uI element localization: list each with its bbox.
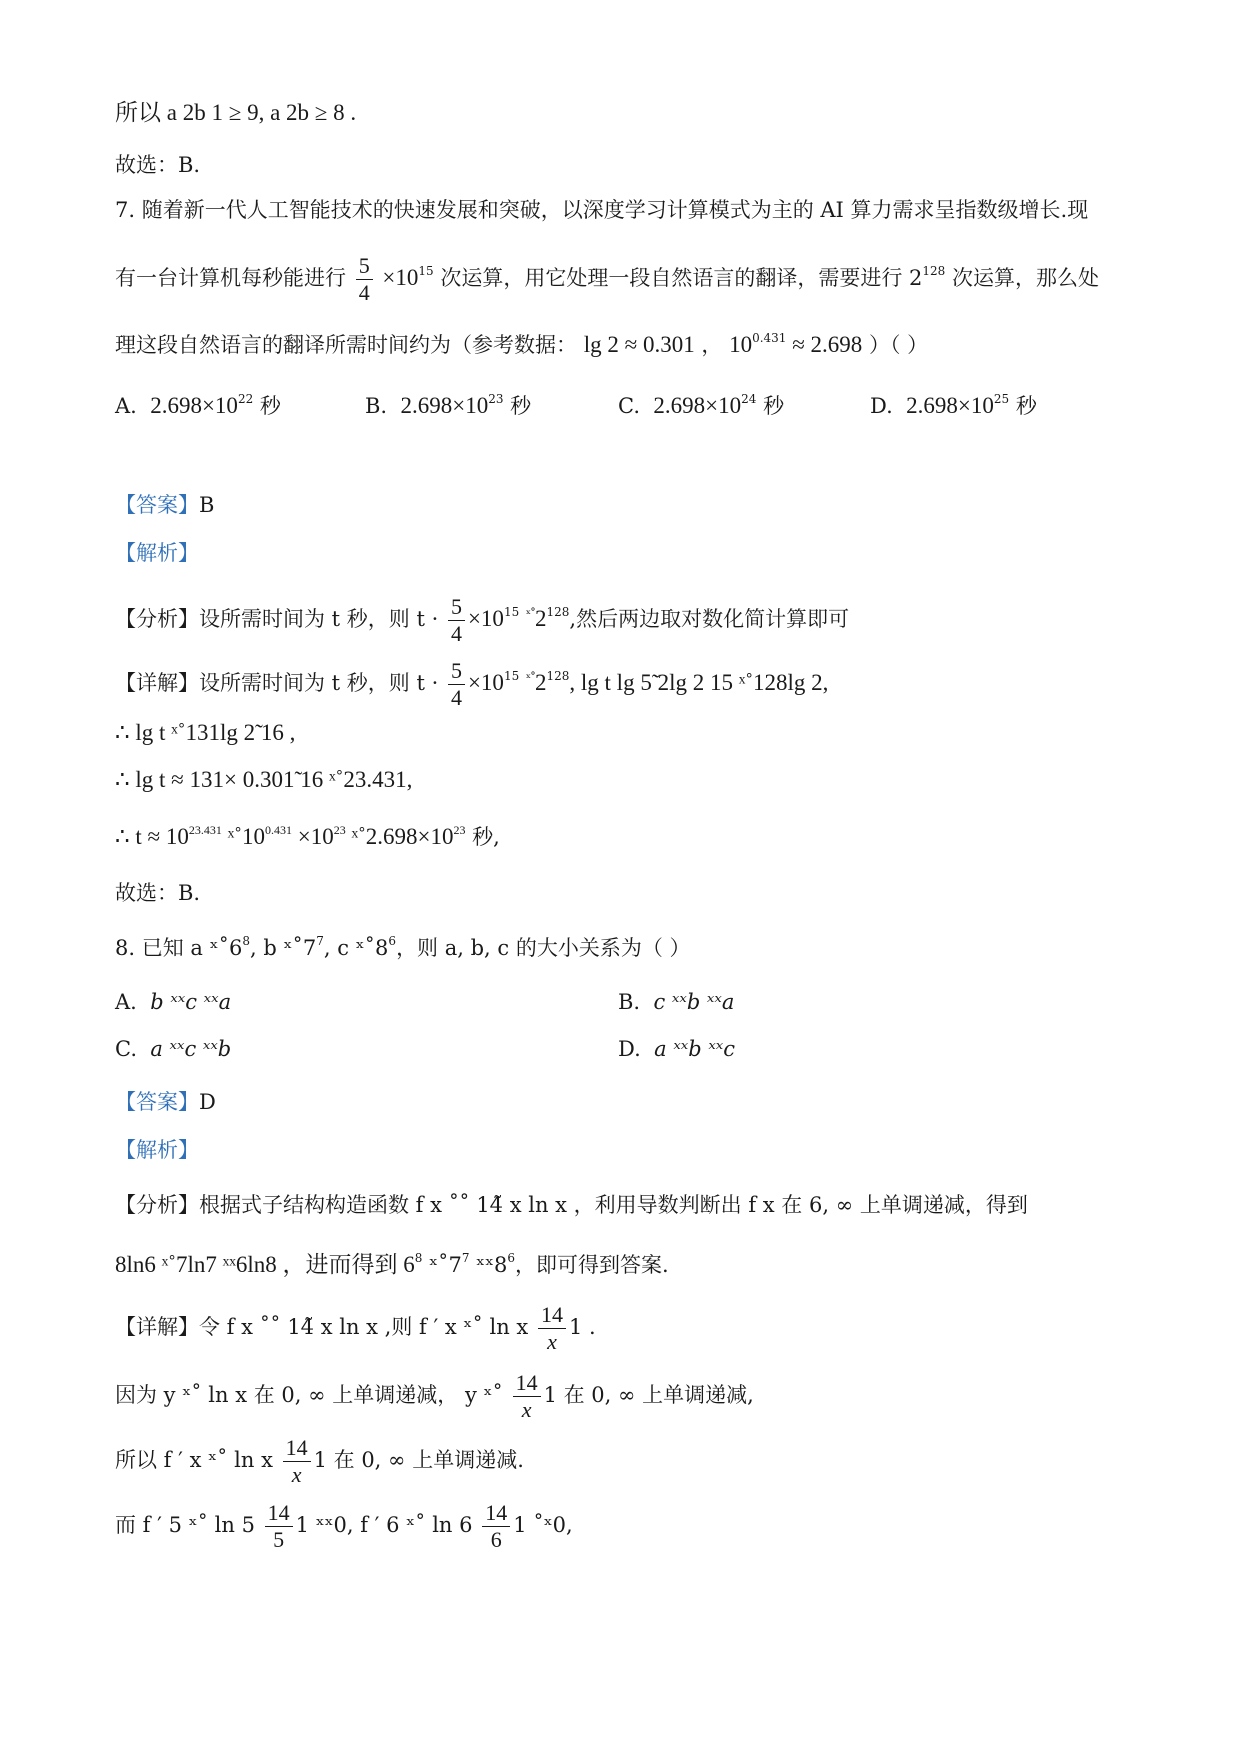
fenxi-two: 2 — [535, 606, 547, 631]
option-label: D. — [870, 394, 893, 418]
l3-fraction — [283, 1435, 311, 1488]
option-exp: 22 — [237, 392, 254, 406]
q7-option-b — [365, 390, 531, 420]
q7-sep: ， — [701, 333, 723, 357]
frac-num: 5 — [448, 594, 465, 621]
fenxi-tag: 【分析】 — [115, 607, 199, 631]
q8-e1: 8 — [242, 934, 250, 948]
option-text: b ˣˣc ˣˣa — [150, 990, 232, 1014]
l2-pre: 因为 y ˣ˚ ln x 在 0, ∞ 上单调递减， y ˣ˚ — [115, 1383, 503, 1407]
option-text: a ˣˣb ˣˣc — [654, 1037, 736, 1061]
xiangjie-mid: ×10 — [467, 670, 504, 695]
option-label: D. — [618, 1037, 641, 1061]
q7-xiangjie — [115, 658, 1131, 711]
q7-mid: 次运算，用它处理一段自然语言的翻译，需要进行 2 — [440, 266, 923, 290]
q8-option-a — [115, 990, 231, 1014]
q7-choose: 故选：B. — [115, 881, 201, 905]
xiangjie-pre: 设所需时间为 t 秒，则 t · — [199, 671, 439, 695]
fenxi-mid: ×10 — [467, 606, 504, 631]
option-label: C. — [115, 1037, 137, 1061]
xiangjie-pre: 令 f x ˚˚ 14̃ x ln x ,则 f ′ x ˣ˚ ln x — [199, 1315, 529, 1339]
q7-exp2: 128 — [922, 264, 946, 278]
option-unit: 秒 — [510, 394, 532, 418]
xiangjie-exp2: 128 — [546, 669, 570, 683]
fenxi2-pre: 8ln6 ˣ˚7ln7 ˣˣ6ln8 ，进而得到 6 — [115, 1252, 415, 1277]
q7-stem3-post: ）（ ） — [869, 333, 929, 357]
q7-stem-line1: 7. 随着新一代人工智能技术的快速发展和突破，以深度学习计算模式为主的 AI 算力需求呈指数级增长.现 — [115, 198, 1089, 222]
xiangjie-exp1: 15 — [503, 669, 520, 683]
step3-pre: ∴ t ≈ 10 — [115, 824, 189, 849]
q7-option-c — [618, 390, 784, 420]
xiangjie-glyph: ˣ˚ — [525, 671, 535, 685]
option-label: A. — [115, 990, 137, 1014]
option-value: 2.698×10 — [150, 393, 238, 418]
l4-fraction-2 — [482, 1500, 510, 1553]
fenxi-post: ,然后两边取对数化简计算即可 — [569, 607, 850, 631]
fenxi2-e3: 6 — [507, 1251, 515, 1265]
option-unit: 秒 — [259, 394, 281, 418]
q7-stem-line2 — [115, 253, 1131, 306]
option-unit: 秒 — [1015, 394, 1037, 418]
answer-value: B — [199, 493, 215, 517]
q8-option-b — [618, 990, 734, 1014]
q7-answer — [115, 490, 1131, 520]
frac-num: 14 — [265, 1500, 293, 1527]
l3-pre: 所以 f ′ x ˣ˚ ln x — [115, 1448, 273, 1472]
q7-ref2-base: 10 — [729, 332, 753, 357]
l2-fraction — [513, 1370, 541, 1423]
frac-den: 5 — [273, 1527, 285, 1552]
option-label: A. — [115, 394, 137, 418]
frac-den: 4 — [450, 621, 462, 646]
fenxi2-e2: 7 — [461, 1251, 470, 1265]
option-label: B. — [365, 394, 388, 418]
xiangjie-two: 2 — [535, 670, 547, 695]
q8-line2 — [115, 1370, 1131, 1423]
q8-fenxi-line2 — [115, 1250, 1131, 1280]
option-exp: 25 — [993, 392, 1010, 406]
q7-analysis-tag: 【解析】 — [115, 541, 199, 565]
step3-exp1: 23.431 — [188, 823, 222, 837]
option-text: c ˣˣb ˣˣa — [653, 990, 735, 1014]
q8-analysis-tag: 【解析】 — [115, 1138, 199, 1162]
q7-option-a — [115, 390, 281, 420]
q8-m1: , b ˣ˚7 — [249, 936, 317, 960]
q7-exp1: 15 — [418, 264, 434, 278]
step3-exp2: 0.431 — [264, 823, 292, 837]
fenxi2-m1: ˣ˚7 — [422, 1253, 462, 1277]
option-exp: 23 — [488, 392, 504, 406]
xiangjie-post: 1 . — [568, 1315, 596, 1339]
option-value: 2.698×10 — [653, 393, 742, 418]
option-label: B. — [618, 990, 641, 1014]
l4-mid: 1 ˣˣ0, f ′ 6 ˣ˚ ln 6 — [295, 1513, 473, 1537]
q7-stem3-pre: 理这段自然语言的翻译所需时间约为（参考数据： — [115, 333, 577, 357]
fenxi-exp2: 128 — [546, 605, 570, 619]
q7-stem-line3 — [115, 330, 1131, 360]
option-label: C. — [618, 394, 640, 418]
fenxi2-e1: 8 — [414, 1251, 423, 1265]
xiangjie-fraction — [448, 658, 465, 711]
q7-stem2-post: 次运算，那么处 — [951, 266, 1099, 290]
fenxi-fraction — [448, 594, 465, 647]
step3-exp3: 23 — [333, 823, 346, 837]
q7-step3 — [115, 822, 1131, 852]
option-exp: 24 — [741, 392, 757, 406]
l4-post: 1 ˚ˣ0, — [513, 1513, 573, 1537]
frac-den: 4 — [450, 685, 462, 710]
frac-den: x — [291, 1462, 302, 1487]
q7-fenxi — [115, 594, 1131, 647]
step3-m1: ˣ˚10 — [221, 824, 265, 849]
q7-stem2-pre: 有一台计算机每秒能进行 — [115, 266, 346, 290]
q8-fenxi-line1 — [115, 1190, 1131, 1220]
q7-ref2-exp: 0.431 — [752, 331, 787, 345]
fenxi2-post: ，即可得到答案. — [514, 1253, 669, 1277]
fenxi-exp1: 15 — [503, 605, 520, 619]
step3-post: 秒, — [465, 825, 500, 849]
q7-ref1: lg 2 ≈ 0.301 — [583, 332, 695, 357]
step3-exp4: 23 — [453, 823, 466, 837]
xiangjie-tag: 【详解】 — [115, 1315, 199, 1339]
fenxi-pre: 设所需时间为 t 秒，则 t · — [199, 607, 439, 631]
answer-tag: 【答案】 — [115, 1090, 199, 1114]
q8-option-d — [618, 1037, 735, 1061]
q7-step1: ∴ lg t ˣ˚131lg 2̃ 16 , — [115, 720, 296, 745]
xiangjie-fraction — [538, 1302, 566, 1355]
fenxi-tag: 【分析】 — [115, 1193, 199, 1217]
l2-post: 1 在 0, ∞ 上单调递减, — [543, 1383, 754, 1407]
frac-den: x — [521, 1397, 532, 1422]
option-value: 2.698×10 — [906, 393, 994, 418]
option-unit: 秒 — [763, 394, 785, 418]
prev-answer: 故选：B. — [115, 153, 201, 177]
l4-fraction-1 — [265, 1500, 293, 1553]
q8-e3: 6 — [388, 934, 397, 948]
answer-value: D — [199, 1090, 216, 1114]
q8-m2: , c ˣ˚8 — [323, 936, 389, 960]
q8-line4 — [115, 1500, 1131, 1553]
fenxi2-m2: ˣˣ8 — [469, 1253, 508, 1277]
step3-m3: ˣ˚2.698×10 — [345, 824, 454, 849]
q8-stem-post: ，则 a, b, c 的大小关系为（ ） — [396, 936, 691, 960]
xiangjie-post: , lg t lg 5̃ 2lg 2 15 ˣ˚128lg 2, — [569, 670, 829, 695]
frac-num: 14 — [538, 1302, 566, 1329]
option-value: 2.698×10 — [400, 393, 489, 418]
q8-line3 — [115, 1435, 1131, 1488]
xiangjie-tag: 【详解】 — [115, 671, 199, 695]
q7-option-d — [870, 390, 1037, 420]
q7-ref2-tail: ≈ 2.698 — [786, 332, 863, 357]
q7-frac-num: 5 — [356, 253, 373, 280]
step3-m2: ×10 — [291, 824, 334, 849]
frac-num: 5 — [448, 658, 465, 685]
fenxi-glyph: ˣ˚ — [525, 607, 535, 621]
frac-den: 6 — [490, 1527, 502, 1552]
q7-fraction — [356, 253, 373, 306]
frac-num: 14 — [482, 1500, 510, 1527]
q8-stem-pre: 8. 已知 a ˣ˚6 — [115, 936, 243, 960]
option-text: a ˣˣc ˣˣb — [150, 1037, 232, 1061]
q7-frac-den: 4 — [358, 280, 370, 305]
l4-pre: 而 f ′ 5 ˣ˚ ln 5 — [115, 1513, 255, 1537]
q7-step2: ∴ lg t ≈ 131× 0.301̃ 16 ˣ˚23.431, — [115, 767, 413, 792]
q8-xiangjie — [115, 1302, 1131, 1355]
answer-tag: 【答案】 — [115, 493, 199, 517]
frac-den: x — [547, 1329, 557, 1354]
q8-answer — [115, 1087, 1131, 1117]
l3-post: 1 在 0, ∞ 上单调递减. — [313, 1448, 524, 1472]
frac-num: 14 — [283, 1435, 311, 1462]
prev-conclusion: 所以 a 2b 1 ≥ 9, a 2b ≥ 8 . — [115, 100, 357, 125]
fenxi-text: 根据式子结构构造函数 f x ˚˚ 14̃ x ln x ，利用导数判断出 f x 在 6, ∞ 上单调递减，得到 — [199, 1193, 1028, 1217]
frac-num: 14 — [513, 1370, 541, 1397]
q8-option-c — [115, 1037, 231, 1061]
q8-e2: 7 — [316, 934, 324, 948]
q7-ops: ×10 — [382, 265, 419, 290]
q8-stem — [115, 933, 1131, 963]
